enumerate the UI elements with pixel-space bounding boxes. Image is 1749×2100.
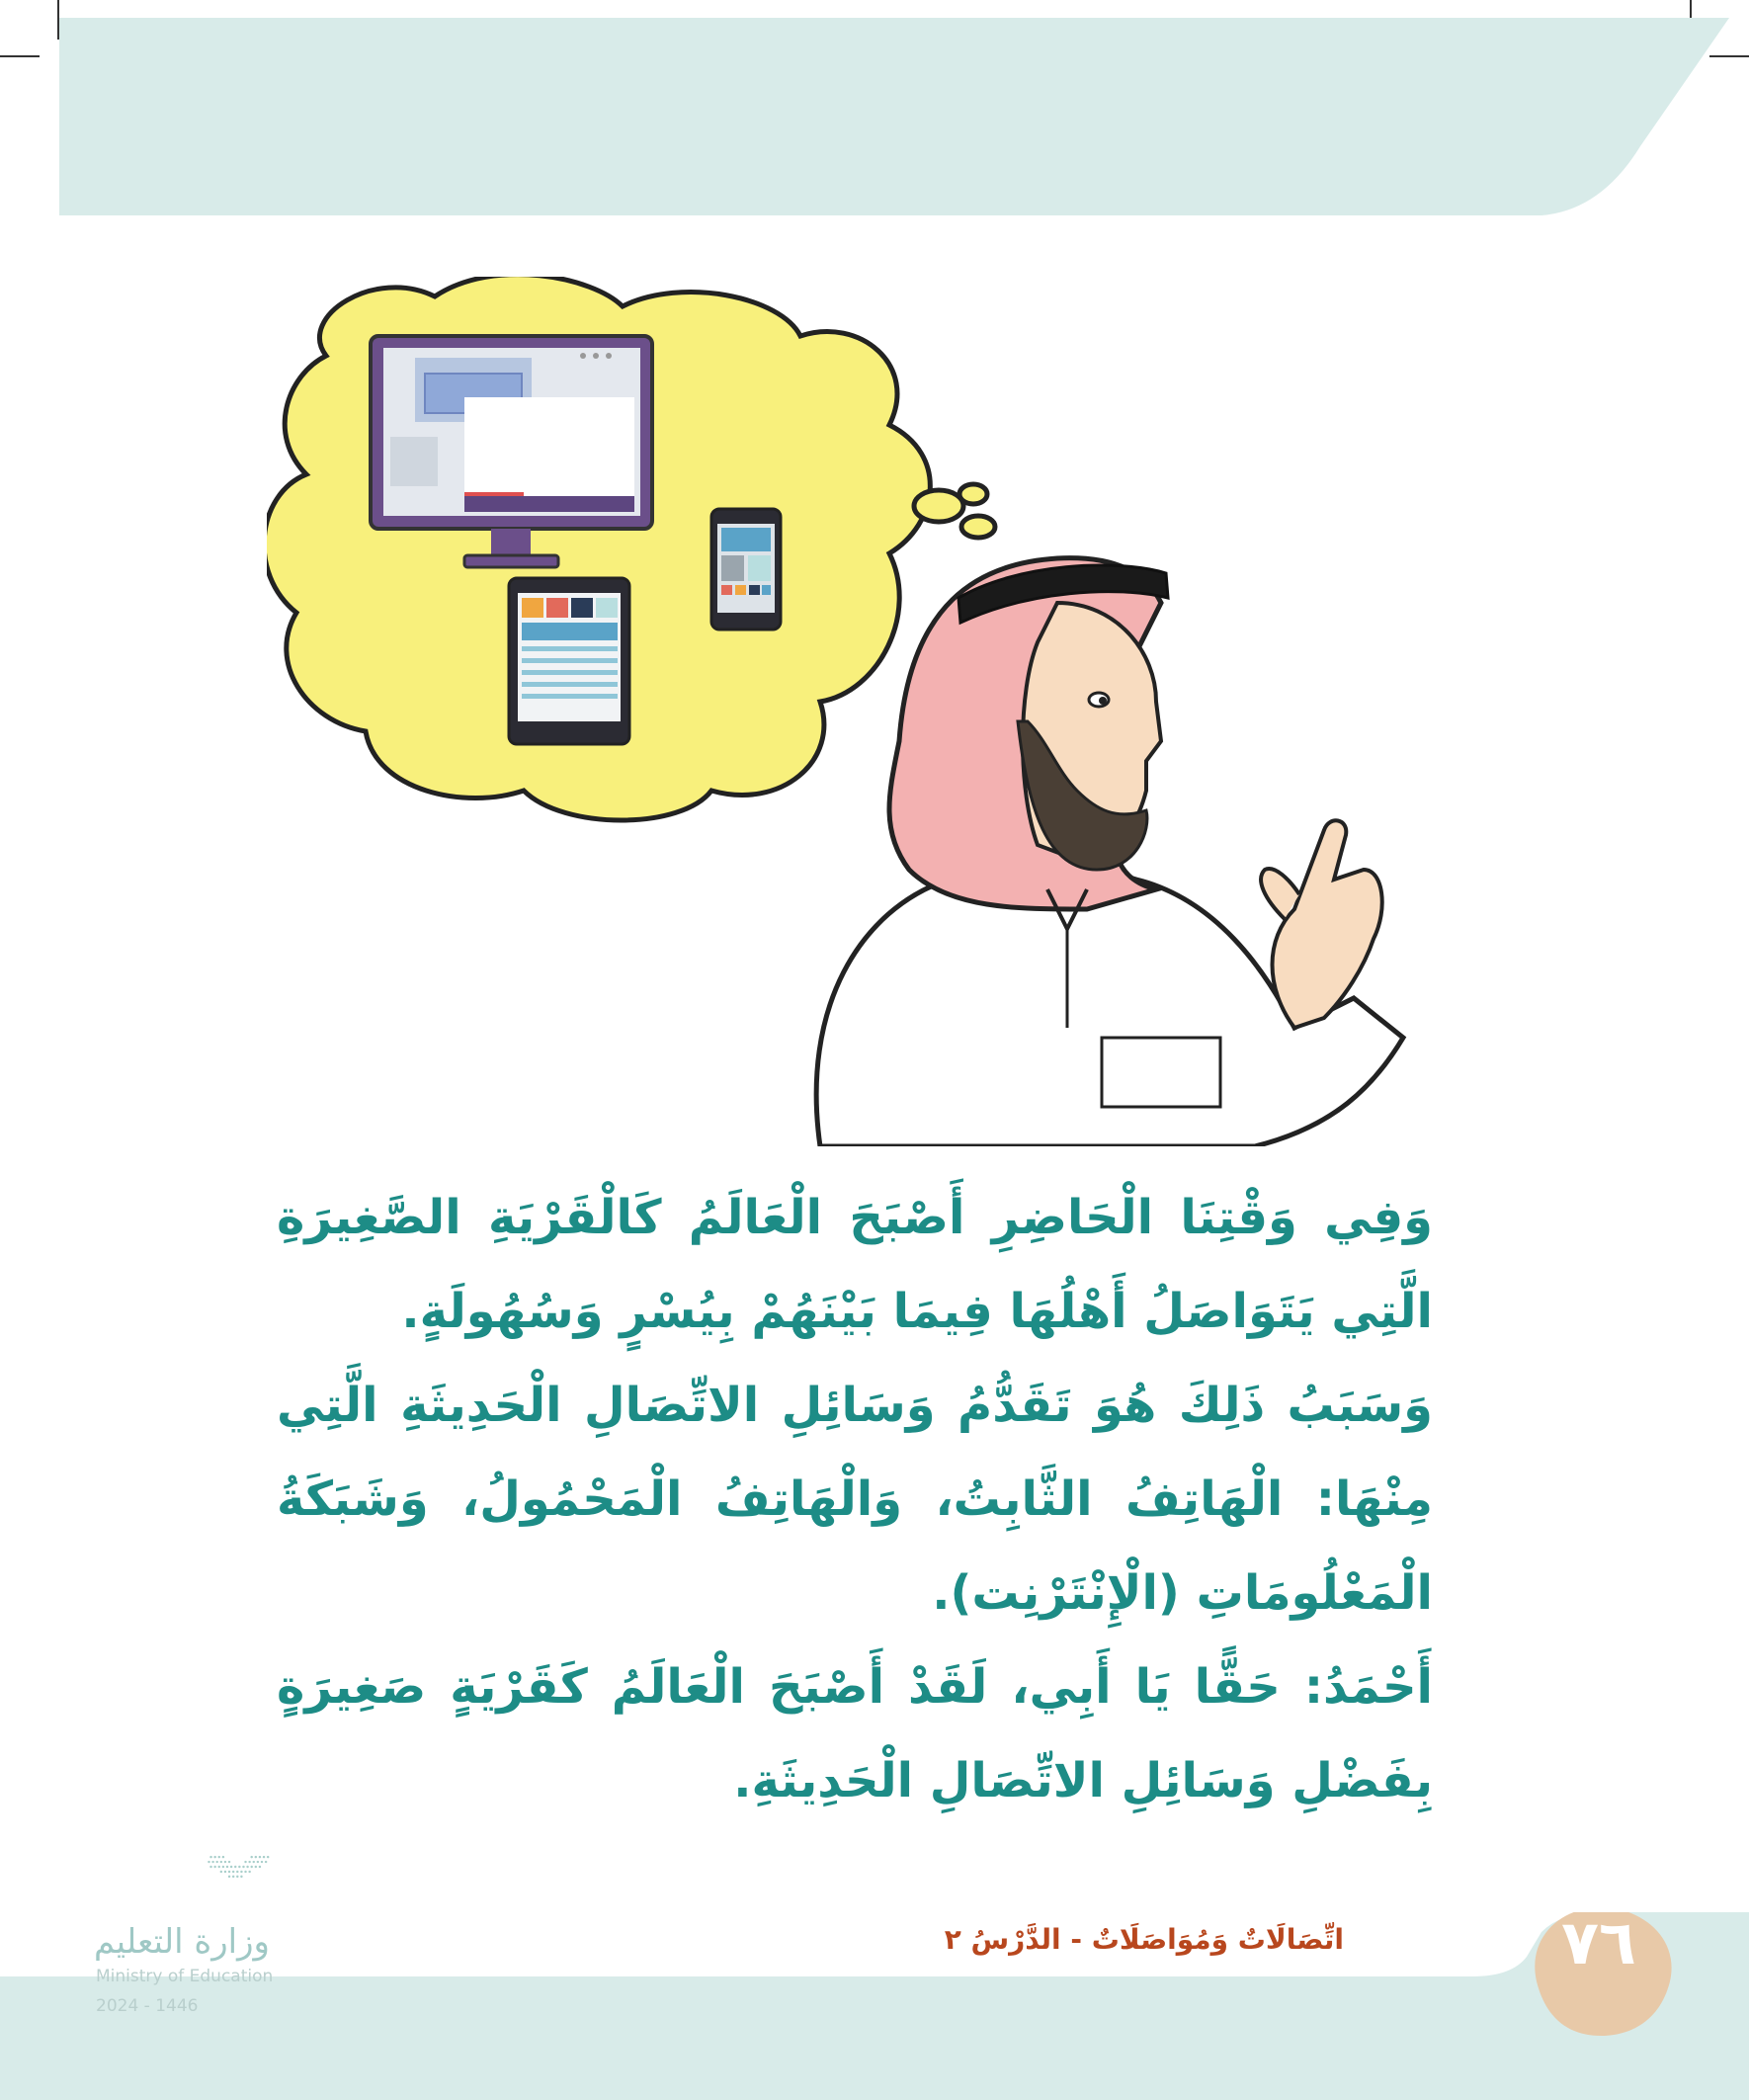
phone-icon bbox=[711, 509, 781, 630]
ministry-name-arabic: وزارة التعليم bbox=[94, 1922, 270, 1962]
crop-mark bbox=[0, 55, 40, 57]
paragraph-2: وَسَبَبُ ذَلِكَ هُوَ تَقَدُّمُ وَسَائِلِ الاتِّصَالِ الْحَدِيثَةِ الَّتِي مِنْهَا: الْهَاتِفُ الثَّابِتُ، وَالْهَاتِفُ الْمَحْمُولُ، وَشَبَكَةُ الْمَعْلُومَاتِ (الْإِنْتَرْنِت). bbox=[277, 1378, 1433, 1621]
tablet-icon bbox=[509, 578, 629, 744]
ministry-year: 2024 - 1446 bbox=[96, 1996, 199, 2016]
man-figure bbox=[816, 558, 1403, 1146]
lesson-label: اتِّصَالَاتٌ وَمُوَاصَلَاتٌ - الدَّرْسُ ٢ bbox=[944, 1923, 1344, 1956]
ministry-of-education-logo bbox=[94, 1853, 361, 1922]
top-banner bbox=[59, 18, 1729, 215]
paragraph-1: وَفِي وَقْتِنَا الْحَاضِرِ أَصْبَحَ الْعَالَمُ كَالْقَرْيَةِ الصَّغِيرَةِ الَّتِي يَتَوَاصَلُ أَهْلُهَا فِيمَا بَيْنَهُمْ بِيُسْرٍ وَسُهُولَةٍ. bbox=[277, 1190, 1433, 1339]
paragraph-3: أَحْمَدُ: حَقًّا يَا أَبِي، لَقَدْ أَصْبَحَ الْعَالَمُ كَقَرْيَةٍ صَغِيرَةٍ بِفَضْلِ وَسَائِلِ الاتِّصَالِ الْحَدِيثَةِ. bbox=[277, 1659, 1433, 1808]
body-text bbox=[277, 1171, 1433, 1828]
page-number: ٧٦ bbox=[1561, 1905, 1636, 1978]
ministry-name-english: Ministry of Education bbox=[96, 1967, 274, 1986]
man-thinking-about-devices-illustration bbox=[267, 277, 1472, 1146]
